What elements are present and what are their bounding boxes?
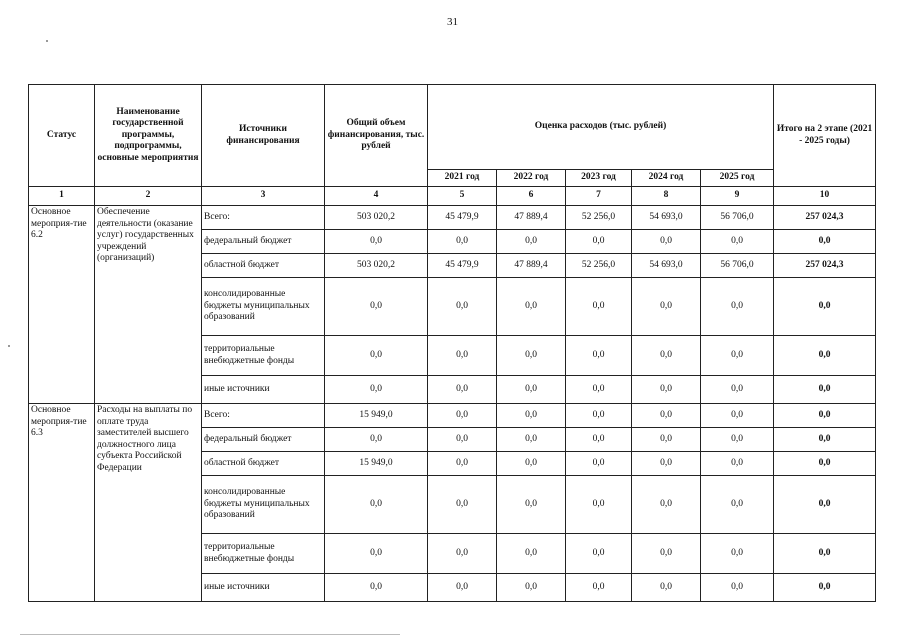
value-cell: 503 020,2 — [325, 206, 428, 230]
value-cell: 0,0 — [566, 476, 632, 534]
source-cell: Всего: — [202, 206, 325, 230]
column-number: 2 — [95, 187, 202, 206]
value-cell: 0,0 — [497, 428, 566, 452]
value-cell: 45 479,9 — [428, 206, 497, 230]
stage-total-cell: 0,0 — [774, 452, 876, 476]
column-number: 1 — [29, 187, 95, 206]
value-cell: 0,0 — [497, 278, 566, 336]
value-cell: 0,0 — [325, 336, 428, 376]
value-cell: 0,0 — [325, 428, 428, 452]
scan-artifact-dot — [46, 40, 48, 42]
value-cell: 0,0 — [632, 336, 701, 376]
table-row — [29, 404, 876, 428]
value-cell: 0,0 — [566, 574, 632, 602]
value-cell: 47 889,4 — [497, 206, 566, 230]
value-cell: 0,0 — [497, 376, 566, 404]
status-cell: Основное мероприя-тие 6.2 — [29, 206, 95, 404]
value-cell: 0,0 — [701, 336, 774, 376]
value-cell: 54 693,0 — [632, 206, 701, 230]
stage-total-cell: 0,0 — [774, 278, 876, 336]
header-year: 2024 год — [632, 170, 701, 187]
activity-name-cell: Обеспечение деятельности (оказание услуг) государственных учреждений (организаций) — [95, 206, 202, 404]
value-cell: 0,0 — [701, 230, 774, 254]
column-numbers-row — [29, 187, 876, 206]
header-sources: Источники финансирования — [202, 85, 325, 187]
stage-total-cell: 257 024,3 — [774, 206, 876, 230]
value-cell: 0,0 — [632, 452, 701, 476]
value-cell: 56 706,0 — [701, 254, 774, 278]
value-cell: 0,0 — [566, 404, 632, 428]
stage-total-cell: 0,0 — [774, 428, 876, 452]
column-number: 9 — [701, 187, 774, 206]
value-cell: 0,0 — [566, 428, 632, 452]
stage-total-cell: 0,0 — [774, 476, 876, 534]
value-cell: 0,0 — [428, 336, 497, 376]
source-cell: Всего: — [202, 404, 325, 428]
value-cell: 503 020,2 — [325, 254, 428, 278]
value-cell: 47 889,4 — [497, 254, 566, 278]
header-status: Статус — [29, 85, 95, 187]
value-cell: 0,0 — [566, 336, 632, 376]
status-cell: Основное мероприя-тие 6.3 — [29, 404, 95, 602]
column-number: 6 — [497, 187, 566, 206]
stage-total-cell: 0,0 — [774, 230, 876, 254]
value-cell: 56 706,0 — [701, 206, 774, 230]
value-cell: 0,0 — [428, 574, 497, 602]
value-cell: 0,0 — [632, 574, 701, 602]
value-cell: 0,0 — [325, 230, 428, 254]
source-cell: федеральный бюджет — [202, 230, 325, 254]
value-cell: 0,0 — [325, 574, 428, 602]
source-cell: территориальные внебюджетные фонды — [202, 534, 325, 574]
value-cell: 0,0 — [497, 404, 566, 428]
value-cell: 0,0 — [701, 404, 774, 428]
column-number: 7 — [566, 187, 632, 206]
value-cell: 15 949,0 — [325, 404, 428, 428]
stage-total-cell: 0,0 — [774, 404, 876, 428]
stage-total-cell: 0,0 — [774, 534, 876, 574]
value-cell: 0,0 — [428, 428, 497, 452]
source-cell: территориальные внебюджетные фонды — [202, 336, 325, 376]
source-cell: областной бюджет — [202, 254, 325, 278]
value-cell: 0,0 — [428, 534, 497, 574]
value-cell: 0,0 — [566, 230, 632, 254]
value-cell: 0,0 — [701, 476, 774, 534]
scan-artifact-dot — [8, 345, 10, 347]
source-cell: консолидированные бюджеты муниципальных образований — [202, 278, 325, 336]
value-cell: 0,0 — [701, 376, 774, 404]
header-estimate: Оценка расходов (тыс. рублей) — [428, 85, 774, 170]
scan-artifact-line — [20, 634, 400, 635]
value-cell: 0,0 — [632, 376, 701, 404]
column-number: 5 — [428, 187, 497, 206]
value-cell: 0,0 — [566, 376, 632, 404]
value-cell: 15 949,0 — [325, 452, 428, 476]
value-cell: 0,0 — [632, 534, 701, 574]
stage-total-cell: 0,0 — [774, 574, 876, 602]
value-cell: 0,0 — [632, 476, 701, 534]
table-row — [29, 206, 876, 230]
header-year: 2021 год — [428, 170, 497, 187]
value-cell: 0,0 — [497, 336, 566, 376]
column-number: 4 — [325, 187, 428, 206]
value-cell: 0,0 — [325, 534, 428, 574]
page-number: 31 — [447, 16, 458, 28]
source-cell: областной бюджет — [202, 452, 325, 476]
value-cell: 0,0 — [428, 376, 497, 404]
value-cell: 0,0 — [566, 452, 632, 476]
column-number: 3 — [202, 187, 325, 206]
value-cell: 0,0 — [566, 534, 632, 574]
value-cell: 0,0 — [428, 404, 497, 428]
header-year: 2023 год — [566, 170, 632, 187]
value-cell: 0,0 — [701, 278, 774, 336]
value-cell: 0,0 — [632, 278, 701, 336]
value-cell: 0,0 — [632, 404, 701, 428]
header-stage-total: Итого на 2 этапе (2021 - 2025 годы) — [774, 85, 876, 187]
stage-total-cell: 0,0 — [774, 336, 876, 376]
value-cell: 0,0 — [566, 278, 632, 336]
column-number: 8 — [632, 187, 701, 206]
value-cell: 52 256,0 — [566, 206, 632, 230]
financing-table — [28, 84, 876, 602]
header-year: 2025 год — [701, 170, 774, 187]
source-cell: иные источники — [202, 574, 325, 602]
value-cell: 0,0 — [497, 476, 566, 534]
header-total: Общий объем финансирования, тыс. рублей — [325, 85, 428, 187]
header-year: 2022 год — [497, 170, 566, 187]
value-cell: 0,0 — [497, 534, 566, 574]
value-cell: 0,0 — [428, 476, 497, 534]
source-cell: иные источники — [202, 376, 325, 404]
value-cell: 45 479,9 — [428, 254, 497, 278]
value-cell: 0,0 — [497, 574, 566, 602]
value-cell: 0,0 — [325, 476, 428, 534]
value-cell: 0,0 — [701, 574, 774, 602]
value-cell: 0,0 — [325, 376, 428, 404]
value-cell: 0,0 — [701, 452, 774, 476]
header-name: Наименование государственной программы, подпрограммы, основные мероприятия — [95, 85, 202, 187]
value-cell: 0,0 — [497, 452, 566, 476]
activity-name-cell: Расходы на выплаты по оплате труда заместителей высшего должностного лица субъекта Российской Федерации — [95, 404, 202, 602]
value-cell: 52 256,0 — [566, 254, 632, 278]
source-cell: консолидированные бюджеты муниципальных образований — [202, 476, 325, 534]
value-cell: 0,0 — [701, 534, 774, 574]
stage-total-cell: 257 024,3 — [774, 254, 876, 278]
value-cell: 0,0 — [632, 230, 701, 254]
value-cell: 54 693,0 — [632, 254, 701, 278]
value-cell: 0,0 — [428, 278, 497, 336]
value-cell: 0,0 — [701, 428, 774, 452]
header-row — [29, 85, 876, 170]
value-cell: 0,0 — [428, 452, 497, 476]
column-number: 10 — [774, 187, 876, 206]
value-cell: 0,0 — [632, 428, 701, 452]
stage-total-cell: 0,0 — [774, 376, 876, 404]
value-cell: 0,0 — [428, 230, 497, 254]
source-cell: федеральный бюджет — [202, 428, 325, 452]
value-cell: 0,0 — [325, 278, 428, 336]
value-cell: 0,0 — [497, 230, 566, 254]
